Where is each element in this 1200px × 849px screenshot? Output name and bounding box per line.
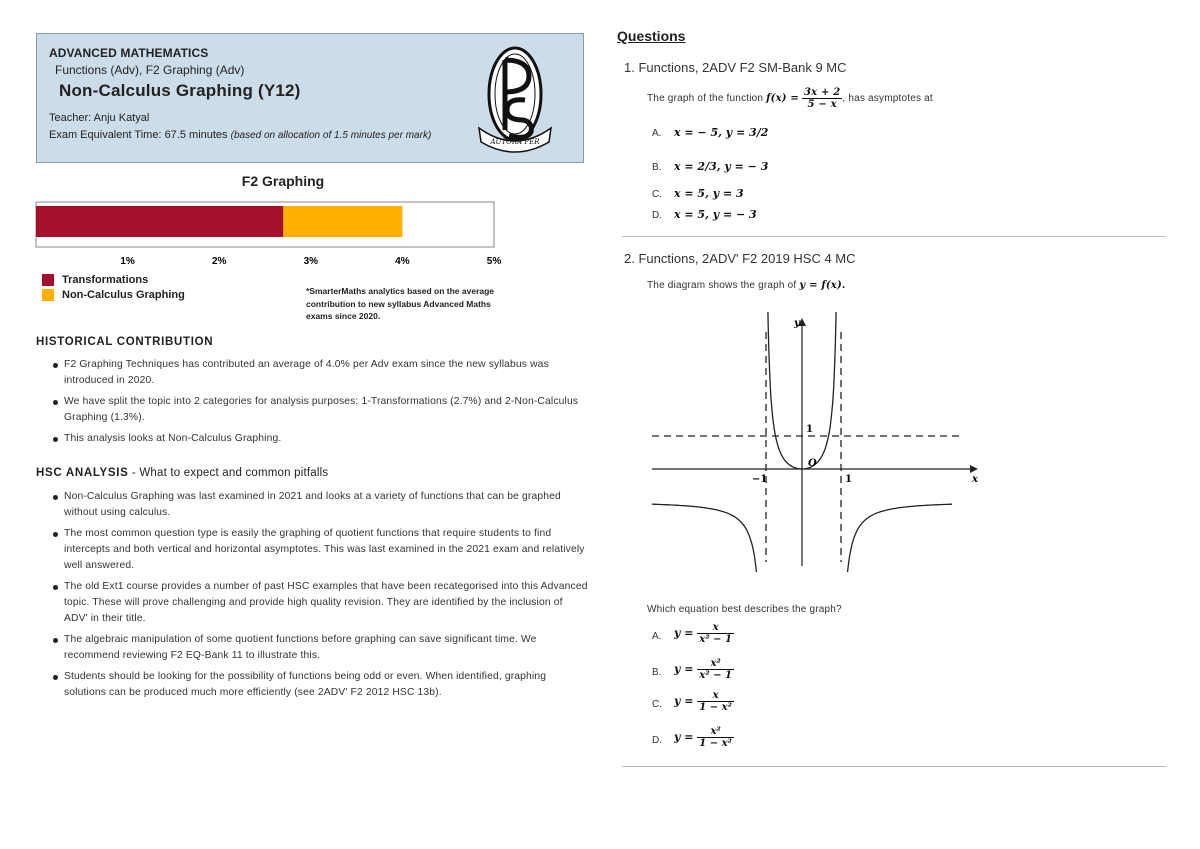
hsc-heading-main: HSC ANALYSIS [36,467,129,479]
bar-segment-non-calculus-graphing [283,206,402,237]
x-tick-label: 4% [395,256,410,267]
exam-time-label: Exam Equivalent Time: [49,129,162,141]
q2-fn: y = f(x). [799,280,846,291]
x-axis-arrow [970,465,978,473]
list-item: Students should be looking for the possibility of functions being odd or even. When identified, graphing solutions can be produced much more efficiently (see 2ADV' F2 2012 HSC 13b). [36,669,588,701]
list-item: We have split the topic into 2 categories for analysis purposes: 1-Transformations (2.7%) and 2-Non-Calculus Graphing (1.3%). [36,394,588,426]
q2-option-d: y = $\frac{\text{x²}}{\text{1 − x²}}$ [674,726,732,749]
teacher-line [49,112,149,124]
questions-title: Questions [617,28,686,44]
legend-item-non-calculus [42,288,185,302]
q2-option-b: y = $\frac{\text{x²}}{\text{x² − 1}}$ [674,658,732,681]
list-item: The algebraic manipulation of some quotient functions before graphing can save significant time. We recommend reviewing F2 EQ-Bank 11 to illustrate this. [36,632,588,664]
question-2-text: The diagram shows the graph of y = f(x). [647,280,846,291]
list-item: F2 Graphing Techniques has contributed an average of 4.0% per Adv exam since the new syllabus was introduced in 2020. [36,357,588,389]
legend-item-transformations [42,273,185,287]
x-pos-one-label: 1 [845,474,852,485]
list-item: The most common question type is easily the graphing of quotient functions that require students to find intercepts and both vertical and horizontal asymptotes. This was last examined in the 2021 exam and relatively well answered. [36,526,588,574]
exam-time-line [49,129,431,141]
q2-option-a: y = $\frac{x}{\text{x² − 1}}$ [674,622,732,645]
teacher-label: Teacher: [49,112,92,124]
x-tick-label: 3% [303,256,319,267]
contribution-bar-chart [30,195,510,270]
q2-option-b-letter: B. [652,667,662,678]
function-graph [648,312,988,572]
origin-label: O [808,458,817,469]
curve-right-branch [844,504,952,572]
divider [622,236,1166,237]
q1-option-a: x = − 5, y = 3/2 [674,126,769,139]
question-2-heading: 2. Functions, 2ADV' F2 2019 HSC 4 MC [624,251,856,266]
chart-note: *SmarterMaths analytics based on the average contribution to new syllabus Advanced Maths exams since 2020. [306,286,495,321]
q1-option-a-letter: A. [652,128,662,139]
legend-swatch [42,274,54,286]
q1-option-c: x = 5, y = 3 [674,187,744,200]
question-1-heading: 1. Functions, 2ADV F2 SM-Bank 9 MC [624,60,847,75]
legend-label: Transformations [62,274,149,286]
hsc-analysis-list [36,489,588,706]
q2-option-c: y = $\frac{x}{\text{1 − x²}}$ [674,690,732,713]
chart-title: F2 Graphing [241,173,325,189]
subject-title: ADVANCED MATHEMATICS [49,46,209,60]
asymptote-value-label: 1 [806,424,813,435]
q2-option-c-letter: C. [652,699,662,710]
divider [622,766,1166,767]
hsc-heading-rest: - What to expect and common pitfalls [128,467,329,479]
q2-option-a-letter: A. [652,631,662,642]
list-item: Non-Calculus Graphing was last examined in 2021 and looks at a variety of functions that can be graphed without using calculus. [36,489,588,521]
hsc-analysis-heading [36,467,328,479]
chart-legend [42,273,185,303]
list-item: This analysis looks at Non-Calculus Graphing. [36,431,588,447]
list-item: The old Ext1 course provides a number of past HSC examples that have been recategorised into this Advanced topic. These will prove challenging and provide high quality revision. They are identified by the inclusion of ADV' in their title. [36,579,588,627]
exam-time-value: 67.5 minutes [164,129,228,141]
q1-option-d: x = 5, y = − 3 [674,208,757,221]
topic-subtitle: Functions (Adv), F2 Graphing (Adv) [55,63,245,77]
q1-option-b: x = 2/3, y = − 3 [674,160,769,173]
q1-fn-lhs: f(x) = [766,93,799,105]
svg-text:AUTORA PER: AUTORA PER [490,138,540,146]
y-axis-label: y [794,318,800,329]
question-2-prompt: Which equation best describes the graph? [647,604,842,615]
question-1-text: The graph of the function f(x) = $\frac{3x + 2}{5 - x}$ , has asymptotes at [647,87,933,110]
exam-time-note: (based on allocation of 1.5 minutes per mark) [230,130,432,141]
curve-left-branch [652,504,760,572]
x-axis-label: x [972,474,978,485]
historical-heading: HISTORICAL CONTRIBUTION [36,336,214,348]
q1-option-c-letter: C. [652,189,662,200]
page-title: Non-Calculus Graphing (Y12) [59,81,301,100]
legend-swatch [42,289,54,301]
q1-fraction: $\frac{3x + 2}{5 - x}$ [803,87,841,110]
x-tick-label: 5% [486,256,502,267]
q2-option-d-letter: D. [652,735,662,746]
historical-list [36,357,588,452]
q1-option-d-letter: D. [652,210,662,221]
school-crest-logo [477,42,553,156]
legend-label: Non-Calculus Graphing [62,289,185,301]
x-tick-label: 1% [120,256,135,267]
x-tick-label: 2% [211,256,227,267]
x-neg-one-label: −1 [752,474,768,485]
teacher-name: Anju Katyal [93,112,150,124]
bar-segment-transformations [36,206,283,237]
header-box [36,33,584,163]
q1-option-b-letter: B. [652,162,662,173]
